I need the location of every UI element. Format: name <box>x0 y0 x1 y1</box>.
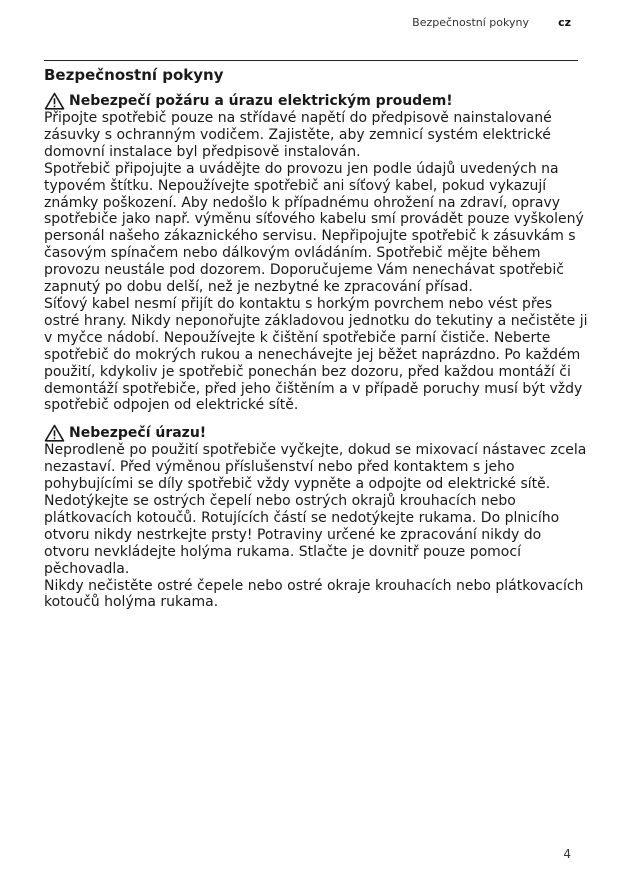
section-heading: Bezpečnostní pokyny <box>44 66 224 84</box>
warning-triangle-icon <box>44 92 65 110</box>
header-title: Bezpečnostní pokyny <box>412 16 529 29</box>
warning-triangle-icon <box>44 424 65 442</box>
header-divider <box>44 60 578 61</box>
warning-title <box>44 424 589 442</box>
warning-title <box>44 92 589 110</box>
paragraph: Nedotýkejte se ostrých čepelí nebo ostrých okrajů krouhacích nebo plátkovacích kotoučů. Rotujících částí se nedotýkejte rukama. Do plnicího otvoru nikdy nestrkejte prsty! Potraviny určené ke zpracování nikdy do otvoru nevkládejte holýma rukama. Stlačte je dovnitř pouze pomocí pěchovadla. <box>44 493 560 577</box>
warning-title-text: Nebezpečí požáru a úrazu elektrickým proudem! <box>69 92 453 109</box>
page-header <box>0 16 621 32</box>
page-number: 4 <box>563 847 571 861</box>
paragraph: Nikdy nečistěte ostré čepele nebo ostré okraje krouhacích nebo plátkovacích kotoučů holýma rukama. <box>44 577 584 611</box>
paragraph: Připojte spotřebič pouze na střídavé napětí do předpisově nainstalované zásuvky s ochranným vodičem. Zajistěte, aby zemnicí systém elektrické domovní instalace byl předpisově instalován. <box>44 110 552 160</box>
paragraph: Neprodleně po použití spotřebiče vyčkejte, dokud se mixovací nástavec zcela nezastaví. Před výměnou příslušenství nebo před kontaktem s jeho pohybujícími se díly spotřebič vždy vypněte a odpojte od elektrické sítě. <box>44 442 587 493</box>
language-code: cz <box>558 16 571 29</box>
paragraph: Spotřebič připojujte a uvádějte do provozu jen podle údajů uvedených na typovém štítku. Nepoužívejte spotřebič ani síťový kabel, pokud vykazují známky poškození. Aby nedošlo k případnému ohrožení na zdraví, opravy spotřebiče jako např. výměnu síťového kabelu smí provádět pouze vyškolený personál našeho zákaznického servisu. Nepřipojujte spotřebič k zásuvkám s časovým spínačem nebo dálkovým ovládáním. Spotřebič mějte během provozu neustále pod dozorem. Doporučujeme Vám nenechávat spotřebič zapnutý po dobu delší, než je nezbytné ke zpracování přísad. <box>44 160 584 296</box>
main-content <box>44 64 589 611</box>
warning-title-text: Nebezpečí úrazu! <box>69 424 207 441</box>
fire-shock-warning-section <box>44 92 589 414</box>
injury-warning-section <box>44 424 589 611</box>
paragraph: Síťový kabel nesmí přijít do kontaktu s horkým povrchem nebo vést přes ostré hrany. Nikdy neponořujte základovou jednotku do tekutiny a nečistěte ji v myčce nádobí. Nepoužívejte k čištění spotřebiče parní čističe. Neberte spotřebič do mokrých rukou a nenechávejte jej běžet naprázdno. Po každém použití, kdykoliv je spotřebič ponechán bez dozoru, před každou montáží či demontáží spotřebiče, před jeho čištěním a v případě poruchy musí být vždy spotřebič odpojen od elektrické sítě. <box>44 295 588 414</box>
